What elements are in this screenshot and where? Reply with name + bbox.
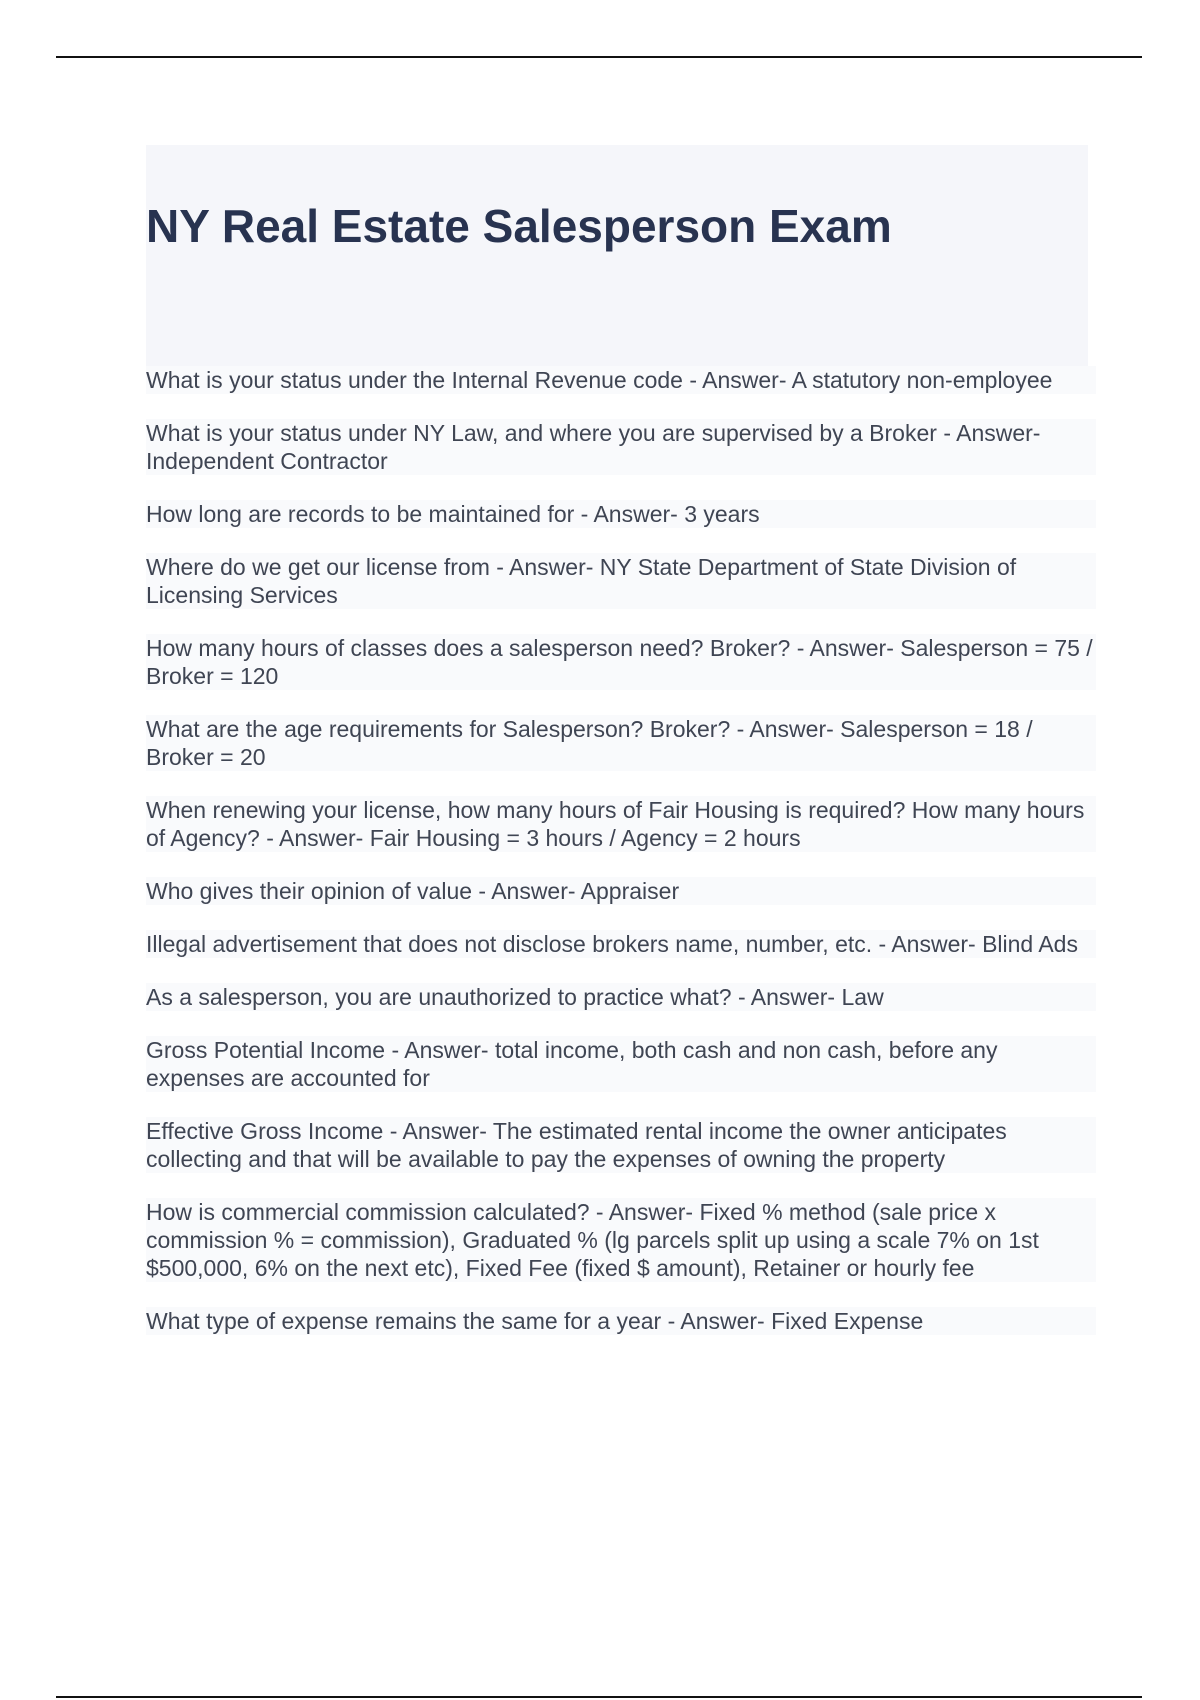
qa-item: As a salesperson, you are unauthorized to practice what? - Answer- Law xyxy=(146,983,1096,1011)
qa-item: What is your status under NY Law, and where you are supervised by a Broker - Answer- Independent Contractor xyxy=(146,419,1096,475)
page-title: NY Real Estate Salesperson Exam xyxy=(146,200,892,252)
top-divider xyxy=(56,56,1142,58)
qa-item: Illegal advertisement that does not disclose brokers name, number, etc. - Answer- Blind Ads xyxy=(146,930,1096,958)
qa-item: How is commercial commission calculated? - Answer- Fixed % method (sale price x commission % = commission), Graduated % (lg parcels split up using a scale 7% on 1st $500,000, 6% on the next etc), Fixed Fee (fixed $ amount), Retainer or hourly fee xyxy=(146,1198,1096,1282)
qa-item: What type of expense remains the same for a year - Answer- Fixed Expense xyxy=(146,1307,1096,1335)
qa-item: When renewing your license, how many hours of Fair Housing is required? How many hours of Agency? - Answer- Fair Housing = 3 hours / Agency = 2 hours xyxy=(146,796,1096,852)
qa-item: Where do we get our license from - Answer- NY State Department of State Division of Licensing Services xyxy=(146,553,1096,609)
qa-item: Gross Potential Income - Answer- total income, both cash and non cash, before any expenses are accounted for xyxy=(146,1036,1096,1092)
qa-item: Who gives their opinion of value - Answer- Appraiser xyxy=(146,877,1096,905)
title-block xyxy=(146,145,1088,368)
qa-item: What is your status under the Internal Revenue code - Answer- A statutory non-employee xyxy=(146,366,1096,394)
qa-item: Effective Gross Income - Answer- The estimated rental income the owner anticipates collecting and that will be available to pay the expenses of owning the property xyxy=(146,1117,1096,1173)
qa-item: How many hours of classes does a salesperson need? Broker? - Answer- Salesperson = 75 / Broker = 120 xyxy=(146,634,1096,690)
qa-list xyxy=(146,366,1096,1360)
qa-item: What are the age requirements for Salesperson? Broker? - Answer- Salesperson = 18 / Broker = 20 xyxy=(146,715,1096,771)
qa-item: How long are records to be maintained for - Answer- 3 years xyxy=(146,500,1096,528)
bottom-divider xyxy=(56,1696,1142,1698)
